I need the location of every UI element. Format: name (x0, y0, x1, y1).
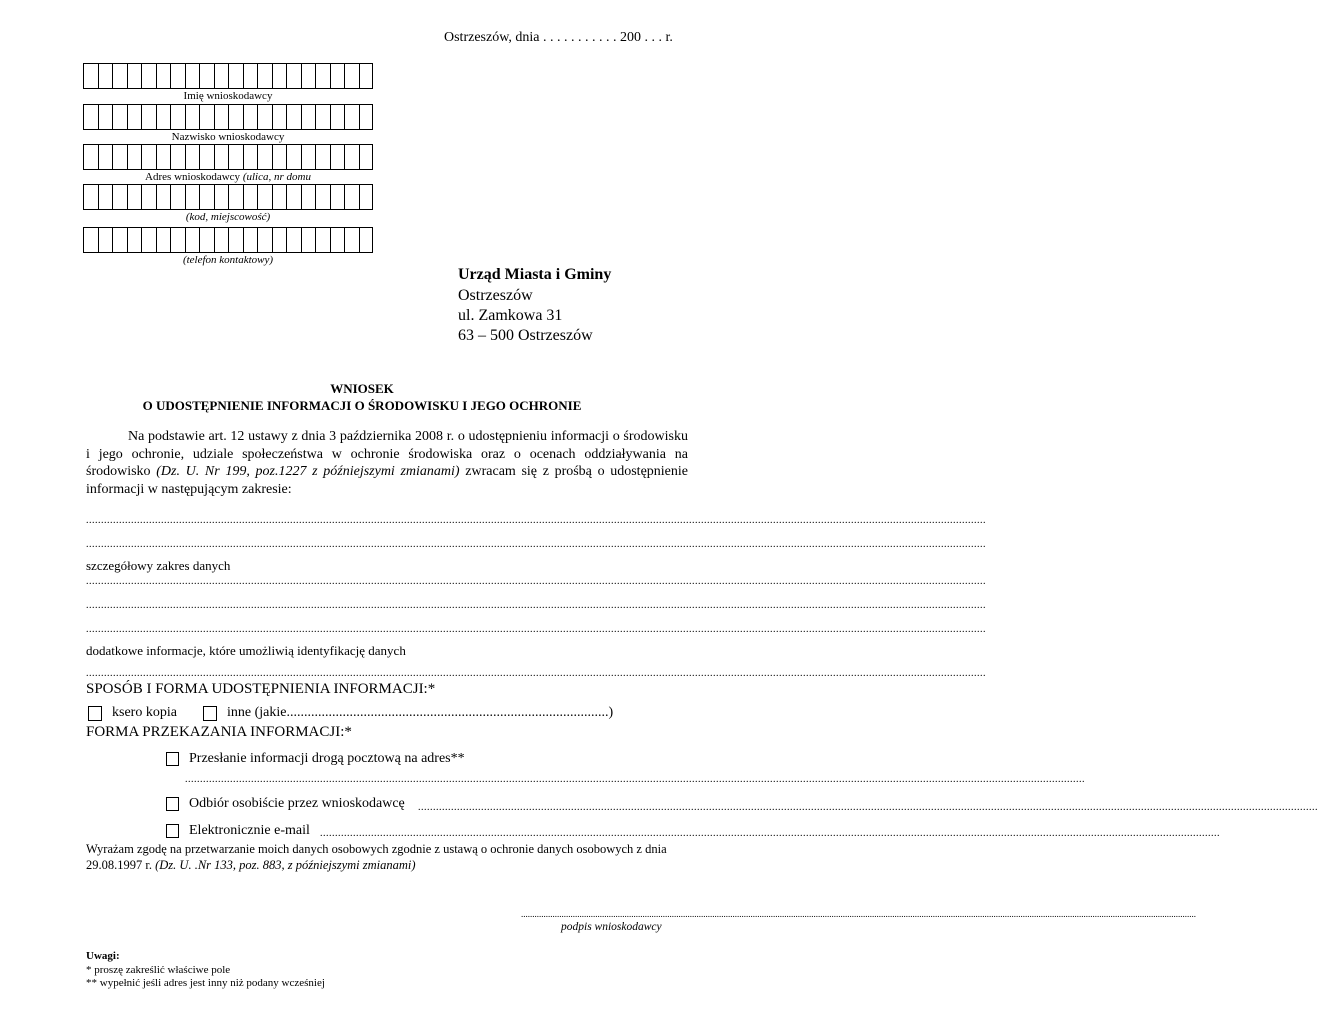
char-box[interactable] (286, 144, 301, 170)
char-box[interactable] (98, 104, 113, 130)
char-box[interactable] (156, 227, 171, 253)
char-box[interactable] (243, 104, 258, 130)
char-box[interactable] (170, 144, 185, 170)
option-xerox[interactable] (88, 705, 177, 721)
char-box[interactable] (199, 144, 214, 170)
xerox-label: ksero kopia (112, 705, 177, 720)
char-box[interactable] (141, 227, 156, 253)
char-box[interactable] (170, 227, 185, 253)
char-box[interactable] (359, 227, 374, 253)
char-box[interactable] (344, 104, 359, 130)
address-caption-hint: (ulica, nr domu (242, 171, 311, 183)
char-box[interactable] (214, 63, 229, 89)
char-box[interactable] (228, 104, 243, 130)
char-box[interactable] (257, 184, 272, 210)
char-box[interactable] (344, 144, 359, 170)
char-box[interactable] (359, 184, 374, 210)
char-box[interactable] (344, 63, 359, 89)
char-box[interactable] (127, 184, 142, 210)
char-box[interactable] (127, 104, 142, 130)
email-line[interactable]: ............................................................................................................................................................................................................................................................................................................ (320, 828, 1220, 839)
char-box[interactable] (315, 184, 330, 210)
email-label: Elektronicznie e-mail (189, 823, 310, 838)
scope-line-2[interactable]: ............................................................................................................................................................................................................................................................................................................ (86, 539, 986, 550)
char-box[interactable] (112, 184, 127, 210)
char-box[interactable] (83, 104, 98, 130)
address-caption (83, 171, 373, 183)
char-box[interactable] (330, 144, 345, 170)
consent-paragraph (86, 842, 692, 873)
details-line-1[interactable]: ............................................................................................................................................................................................................................................................................................................ (86, 576, 986, 587)
char-box[interactable] (199, 104, 214, 130)
pickup-checkbox[interactable] (166, 797, 179, 811)
option-email[interactable] (166, 823, 310, 839)
char-box[interactable] (156, 144, 171, 170)
char-box[interactable] (185, 144, 200, 170)
char-box[interactable] (272, 144, 287, 170)
pickup-line[interactable]: ............................................................................................................................................................................................................................................................................................................ (418, 802, 1318, 813)
char-box[interactable] (257, 144, 272, 170)
consent-citation: (Dz. U. .Nr 133, poz. 883, z późniejszymi zmianami) (155, 857, 416, 872)
char-box[interactable] (330, 184, 345, 210)
title-line1: WNIOSEK (330, 381, 394, 396)
char-box[interactable] (257, 227, 272, 253)
char-box[interactable] (199, 227, 214, 253)
char-box[interactable] (228, 63, 243, 89)
postcode-city-caption-text: (kod, miejscowość) (185, 211, 271, 223)
char-box[interactable] (141, 184, 156, 210)
char-box[interactable] (243, 184, 258, 210)
char-box[interactable] (185, 184, 200, 210)
char-box[interactable] (344, 184, 359, 210)
char-box[interactable] (141, 144, 156, 170)
title-line2: O UDOSTĘPNIENIE INFORMACJI O ŚRODOWISKU I JEGO OCHRONIE (142, 398, 582, 413)
char-box[interactable] (112, 104, 127, 130)
post-checkbox[interactable] (166, 752, 179, 766)
char-box[interactable] (98, 227, 113, 253)
char-box[interactable] (243, 63, 258, 89)
char-box[interactable] (286, 184, 301, 210)
delivery-heading: FORMA PRZEKAZANIA INFORMACJI:* (86, 724, 352, 740)
body-citation: (Dz. U. Nr 199, poz.1227 z późniejszymi zmianami) (156, 464, 460, 479)
additional-info-label: dodatkowe informacje, które umożliwią identyfikację danych (86, 643, 406, 658)
last-name-caption: Nazwisko wnioskodawcy (171, 131, 285, 143)
signature-label: podpis wnioskodawcy (561, 921, 662, 933)
body-paragraph (86, 428, 688, 498)
option-pickup[interactable] (166, 796, 405, 812)
post-label: Przesłanie informacji drogą pocztową na adres** (189, 751, 465, 766)
char-box[interactable] (315, 104, 330, 130)
char-box[interactable] (141, 63, 156, 89)
pickup-label: Odbiór osobiście przez wnioskodawcę (189, 796, 405, 811)
char-box[interactable] (301, 63, 316, 89)
char-box[interactable] (315, 144, 330, 170)
scope-label: szczegółowy zakres danych (86, 558, 231, 573)
char-box[interactable] (127, 227, 142, 253)
additional-info-line[interactable]: ............................................................................................................................................................................................................................................................................................................ (86, 668, 986, 679)
note-1: * proszę zakreślić właściwe pole (86, 964, 231, 976)
char-box[interactable] (170, 63, 185, 89)
char-box[interactable] (301, 144, 316, 170)
char-box[interactable] (141, 104, 156, 130)
char-box[interactable] (286, 63, 301, 89)
char-box[interactable] (301, 184, 316, 210)
details-line-3[interactable]: ............................................................................................................................................................................................................................................................................................................ (86, 624, 986, 635)
phone-caption-text: (telefon kontaktowy) (182, 254, 274, 266)
post-address-line[interactable]: ............................................................................................................................................................................................................................................................................................................ (185, 774, 1085, 785)
postcode-city-grid[interactable] (83, 184, 373, 210)
consent-text: Wyrażam zgodę na przetwarzanie moich danych osobowych zgodnie z ustawą o ochronie danych osobowych z dnia 29.08.1997 r. (86, 842, 667, 872)
notes-title: Uwagi: (86, 950, 120, 962)
char-box[interactable] (98, 184, 113, 210)
char-box[interactable] (214, 184, 229, 210)
body-text-start: Na podstawie art. 12 ustawy z dnia 3 października 2008 r. o udostępnieniu informacji o środowisku i jego ochronie, udziale społeczeństwa w ochronie środowiska oraz o ocenach oddziaływania na środowisko (86, 429, 688, 479)
addressee-street: ul. Zamkowa 31 (458, 307, 563, 324)
char-box[interactable] (156, 184, 171, 210)
char-box[interactable] (272, 184, 287, 210)
char-box[interactable] (315, 63, 330, 89)
char-box[interactable] (359, 63, 374, 89)
other-label: inne (jakie............................................................................................) (227, 705, 614, 720)
note-2: ** wypełnić jeśli adres jest inny niż podany wcześniej (86, 977, 325, 989)
email-checkbox[interactable] (166, 824, 179, 838)
char-box[interactable] (83, 227, 98, 253)
char-box[interactable] (185, 63, 200, 89)
first-name-caption: Imię wnioskodawcy (183, 90, 273, 102)
char-box[interactable] (359, 144, 374, 170)
char-box[interactable] (185, 227, 200, 253)
char-box[interactable] (330, 227, 345, 253)
char-box[interactable] (286, 227, 301, 253)
option-other[interactable] (203, 705, 613, 721)
addressee-postcode-city: 63 – 500 Ostrzeszów (458, 327, 593, 344)
option-post[interactable] (166, 751, 465, 767)
char-box[interactable] (112, 227, 127, 253)
address-grid[interactable] (83, 144, 373, 170)
char-box[interactable] (257, 63, 272, 89)
char-box[interactable] (83, 184, 98, 210)
signature-line[interactable]: ............................................................................................................................................................................................................................................................................................................ (521, 909, 1196, 919)
char-box[interactable] (286, 104, 301, 130)
char-box[interactable] (257, 104, 272, 130)
char-box[interactable] (112, 63, 127, 89)
char-box[interactable] (359, 104, 374, 130)
body-text-end: zwracam się z prośbą o udostępnienie informacji w następującym zakresie: (86, 464, 688, 497)
char-box[interactable] (185, 104, 200, 130)
method-heading: SPOSÓB I FORMA UDOSTĘPNIENIA INFORMACJI:* (86, 681, 436, 697)
char-box[interactable] (228, 144, 243, 170)
char-box[interactable] (344, 227, 359, 253)
char-box[interactable] (214, 144, 229, 170)
char-box[interactable] (330, 63, 345, 89)
char-box[interactable] (272, 63, 287, 89)
first-name-grid[interactable] (83, 63, 373, 89)
char-box[interactable] (214, 227, 229, 253)
char-box[interactable] (272, 104, 287, 130)
addressee-city: Ostrzeszów (458, 287, 533, 304)
address-caption-prefix: Adres wnioskodawcy (145, 171, 241, 183)
char-box[interactable] (199, 184, 214, 210)
char-box[interactable] (112, 144, 127, 170)
char-box[interactable] (127, 63, 142, 89)
char-box[interactable] (330, 104, 345, 130)
char-box[interactable] (214, 104, 229, 130)
phone-grid[interactable] (83, 227, 373, 253)
char-box[interactable] (170, 184, 185, 210)
char-box[interactable] (199, 63, 214, 89)
other-checkbox[interactable] (203, 706, 217, 721)
xerox-checkbox[interactable] (88, 706, 102, 721)
char-box[interactable] (98, 63, 113, 89)
char-box[interactable] (301, 227, 316, 253)
char-box[interactable] (98, 144, 113, 170)
char-box[interactable] (301, 104, 316, 130)
char-box[interactable] (170, 104, 185, 130)
char-box[interactable] (83, 63, 98, 89)
char-box[interactable] (228, 227, 243, 253)
char-box[interactable] (83, 144, 98, 170)
char-box[interactable] (243, 227, 258, 253)
char-box[interactable] (315, 227, 330, 253)
addressee-name: Urząd Miasta i Gminy (458, 266, 612, 283)
char-box[interactable] (156, 63, 171, 89)
char-box[interactable] (127, 144, 142, 170)
char-box[interactable] (228, 184, 243, 210)
char-box[interactable] (272, 227, 287, 253)
postcode-city-caption (83, 211, 373, 223)
last-name-grid[interactable] (83, 104, 373, 130)
details-line-2[interactable]: ............................................................................................................................................................................................................................................................................................................ (86, 600, 986, 611)
char-box[interactable] (156, 104, 171, 130)
phone-caption (83, 254, 373, 266)
date-line: Ostrzeszów, dnia . . . . . . . . . . . 200 . . . r. (444, 30, 673, 45)
scope-line-1[interactable]: ............................................................................................................................................................................................................................................................................................................ (86, 515, 986, 526)
char-box[interactable] (243, 144, 258, 170)
